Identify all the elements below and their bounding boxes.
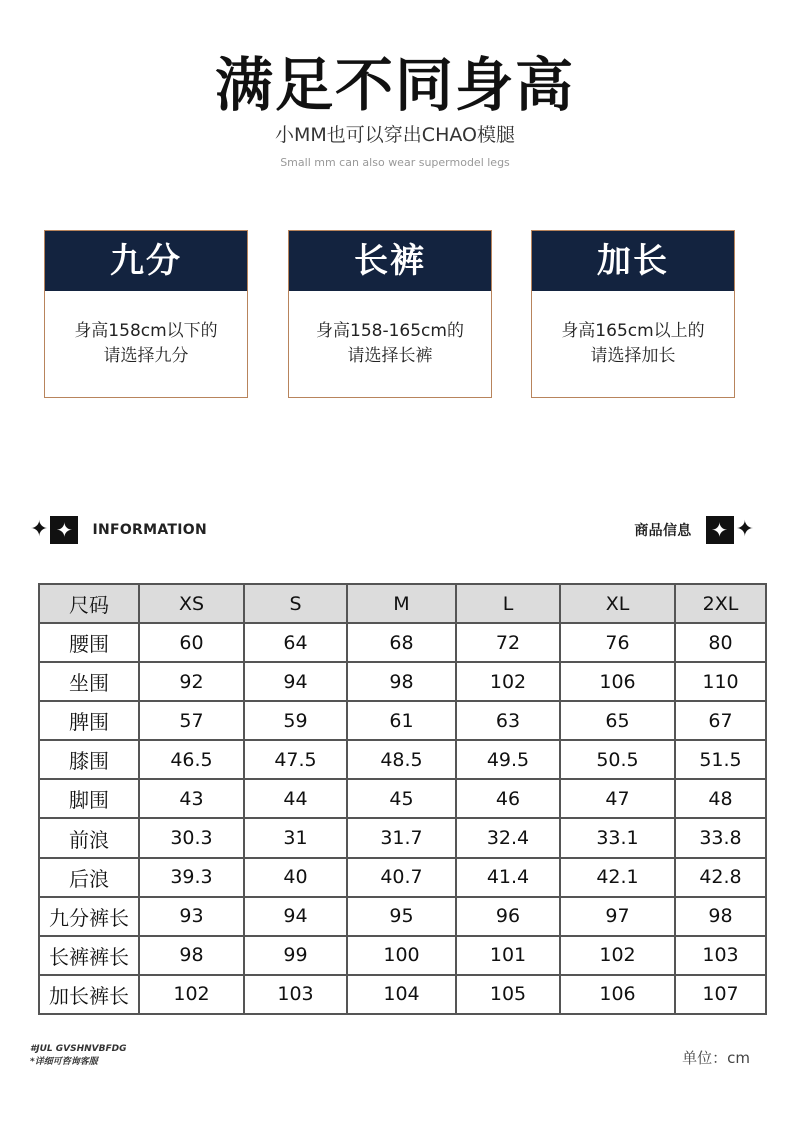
table-cell: 95: [347, 897, 456, 936]
table-cell: 102: [139, 975, 244, 1014]
card-title: 长裤: [289, 231, 491, 291]
table-cell: 65: [560, 701, 675, 740]
table-cell: 31.7: [347, 818, 456, 857]
row-label: 九分裤长: [39, 897, 139, 936]
table-cell: 57: [139, 701, 244, 740]
row-label: 脾围: [39, 701, 139, 740]
table-cell: 99: [244, 936, 347, 975]
table-cell: 98: [139, 936, 244, 975]
table-cell: 98: [347, 662, 456, 701]
table-cell: 64: [244, 623, 347, 662]
table-cell: 48.5: [347, 740, 456, 779]
card-line: 身高158-165cm的: [316, 321, 464, 341]
table-cell: 63: [456, 701, 560, 740]
footer-note: *详细可咨询客服: [30, 1057, 98, 1067]
info-heading-left: [30, 516, 207, 544]
card-body: [45, 291, 247, 369]
table-cell: 94: [244, 662, 347, 701]
table-row: [39, 975, 766, 1014]
row-label: 膝围: [39, 740, 139, 779]
table-cell: 61: [347, 701, 456, 740]
table-cell: 49.5: [456, 740, 560, 779]
table-cell: 97: [560, 897, 675, 936]
size-header-cell: M: [347, 584, 456, 623]
product-info-label: 商品信息: [634, 523, 692, 539]
table-cell: 67: [675, 701, 766, 740]
table-cell: 32.4: [456, 818, 560, 857]
table-cell: 102: [560, 936, 675, 975]
table-row: [39, 662, 766, 701]
star-box-icon: ✦: [706, 516, 734, 544]
table-cell: 76: [560, 623, 675, 662]
table-cell: 51.5: [675, 740, 766, 779]
footer-left: [30, 1043, 127, 1069]
row-label: 前浪: [39, 818, 139, 857]
star-icon: ✦: [30, 517, 49, 542]
table-cell: 44: [244, 779, 347, 818]
page-subtitle: 小MM也可以穿出CHAO模腿: [275, 124, 515, 146]
table-cell: 103: [244, 975, 347, 1014]
table-cell: 30.3: [139, 818, 244, 857]
row-label: 脚围: [39, 779, 139, 818]
table-cell: 102: [456, 662, 560, 701]
table-cell: 31: [244, 818, 347, 857]
page-title: 满足不同身高: [214, 51, 575, 119]
size-header-cell: XS: [139, 584, 244, 623]
table-cell: 48: [675, 779, 766, 818]
size-header-cell: L: [456, 584, 560, 623]
card-body: [289, 291, 491, 369]
table-cell: 80: [675, 623, 766, 662]
table-cell: 92: [139, 662, 244, 701]
table-header-row: [39, 584, 766, 623]
table-cell: 60: [139, 623, 244, 662]
table-cell: 106: [560, 975, 675, 1014]
table-cell: 104: [347, 975, 456, 1014]
table-cell: 105: [456, 975, 560, 1014]
table-cell: 98: [675, 897, 766, 936]
table-cell: 33.1: [560, 818, 675, 857]
information-label: INFORMATION: [92, 522, 207, 538]
table-cell: 59: [244, 701, 347, 740]
table-cell: 41.4: [456, 858, 560, 897]
table-row: [39, 936, 766, 975]
table-cell: 68: [347, 623, 456, 662]
row-label: 后浪: [39, 858, 139, 897]
card-line: 请选择加长: [590, 346, 676, 366]
card-body: [532, 291, 734, 369]
table-cell: 40: [244, 858, 347, 897]
table-row: [39, 740, 766, 779]
table-cell: 46.5: [139, 740, 244, 779]
table-cell: 42.8: [675, 858, 766, 897]
size-header-cell: 2XL: [675, 584, 766, 623]
table-cell: 103: [675, 936, 766, 975]
table-cell: 33.8: [675, 818, 766, 857]
size-table: [38, 583, 767, 1015]
card-changku: [288, 230, 492, 398]
table-cell: 39.3: [139, 858, 244, 897]
card-line: 请选择长裤: [347, 346, 433, 366]
info-heading-right: [634, 516, 754, 544]
table-cell: 107: [675, 975, 766, 1014]
table-row: [39, 818, 766, 857]
card-title: 加长: [532, 231, 734, 291]
row-label: 坐围: [39, 662, 139, 701]
table-cell: 47: [560, 779, 675, 818]
size-header-cell: S: [244, 584, 347, 623]
table-cell: 94: [244, 897, 347, 936]
card-jiachang: [531, 230, 735, 398]
table-cell: 96: [456, 897, 560, 936]
table-cell: 42.1: [560, 858, 675, 897]
brand-line: #JUL GVSHNVBFDG: [30, 1044, 127, 1054]
card-title: 九分: [45, 231, 247, 291]
table-cell: 101: [456, 936, 560, 975]
size-header-cell: XL: [560, 584, 675, 623]
table-cell: 45: [347, 779, 456, 818]
table-row: [39, 623, 766, 662]
table-cell: 100: [347, 936, 456, 975]
table-cell: 93: [139, 897, 244, 936]
unit-label: 单位：cm: [682, 1049, 750, 1067]
table-cell: 106: [560, 662, 675, 701]
card-line: 身高158cm以下的: [74, 321, 218, 341]
table-cell: 47.5: [244, 740, 347, 779]
page-subtitle-english: Small mm can also wear supermodel legs: [280, 156, 510, 169]
table-row: [39, 897, 766, 936]
table-cell: 50.5: [560, 740, 675, 779]
table-cell: 43: [139, 779, 244, 818]
table-row: [39, 858, 766, 897]
size-header-label: 尺码: [39, 584, 139, 623]
row-label: 腰围: [39, 623, 139, 662]
row-label: 加长裤长: [39, 975, 139, 1014]
card-jiufen: [44, 230, 248, 398]
table-cell: 110: [675, 662, 766, 701]
table-cell: 40.7: [347, 858, 456, 897]
card-line: 身高165cm以上的: [561, 321, 705, 341]
table-cell: 72: [456, 623, 560, 662]
table-cell: 46: [456, 779, 560, 818]
table-row: [39, 701, 766, 740]
card-line: 请选择九分: [103, 346, 189, 366]
star-box-icon: ✦: [50, 516, 78, 544]
table-row: [39, 779, 766, 818]
row-label: 长裤裤长: [39, 936, 139, 975]
star-icon: ✦: [735, 517, 754, 542]
